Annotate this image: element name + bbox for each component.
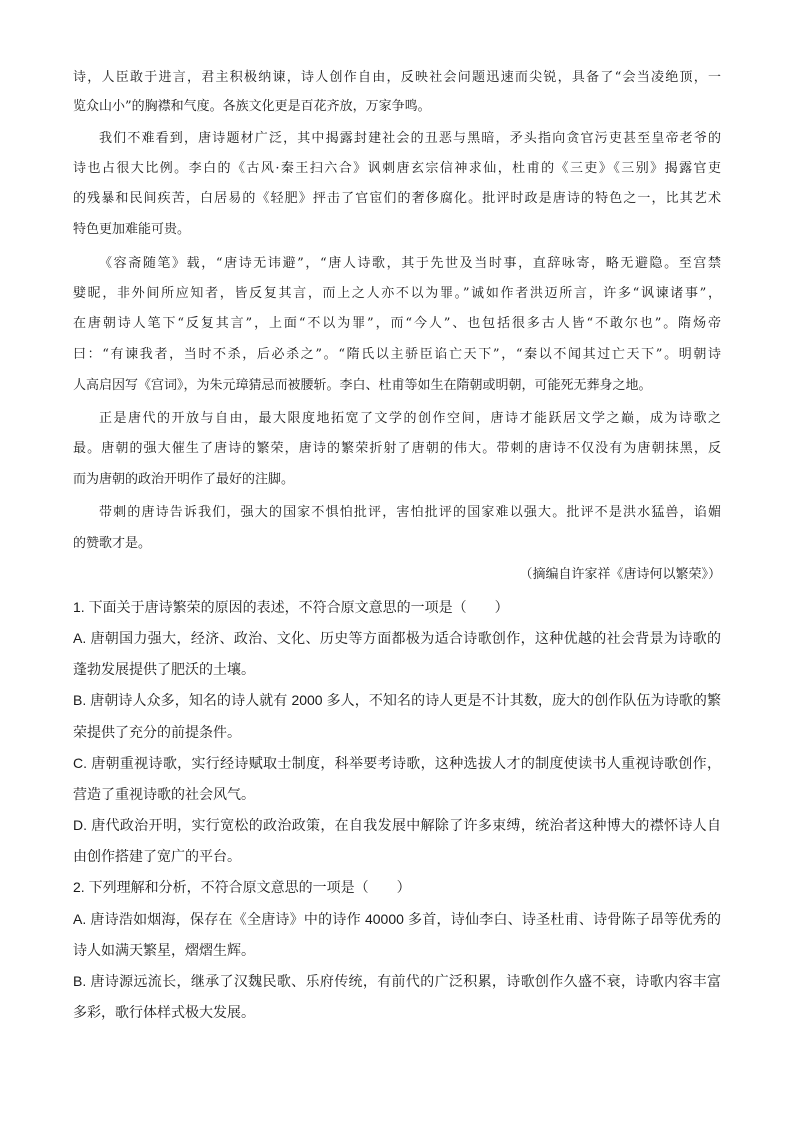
passage-line: 曰：“有谏我者，当时不杀，后必杀之”。“隋氏以主骄臣谄亡天下”，“秦以不闻其过亡天下”。明朝诗 (73, 347, 721, 362)
question-stem: 1. 下面关于唐诗繁荣的原因的表述，不符合原文意思的一项是（ ） (73, 599, 509, 615)
option-c-line: 营造了重视诗歌的社会风气。 (73, 786, 255, 802)
option-b-line: B. 唐诗源远流长，继承了汉魏民歌、乐府传统，有前代的广泛积累，诗歌创作久盛不衰，诗歌内容丰富 (73, 973, 721, 989)
question-stem: 2. 下列理解和分析，不符合原文意思的一项是（ ） (73, 879, 411, 895)
passage-line: 的残暴和民间疾苦，白居易的《轻肥》抨击了官宦们的奢侈腐化。批评时政是唐诗的特色之一，比其艺术 (73, 191, 721, 206)
passage-line: 我们不难看到，唐诗题材广泛，其中揭露封建社会的丑恶与黑暗，矛头指向贪官污吏甚至皇帝老爷的 (99, 131, 721, 146)
passage-line: 嬖昵，非外间所应知者，皆反复其言，而上之人亦不以为罪。”诚如作者洪迈所言，许多“讽谏诸事”， (73, 286, 721, 301)
passage-source: （摘编自许家祥《唐诗何以繁荣》） (519, 567, 721, 582)
option-b-line: 多彩，歌行体样式极大发展。 (73, 1004, 255, 1020)
option-c-line: C. 唐朝重视诗歌，实行经诗赋取士制度，科举要考诗歌，这种选拔人才的制度使读书人重视诗歌创作， (73, 755, 721, 771)
option-a-line: A. 唐诗浩如烟海，保存在《全唐诗》中的诗作 40000 多首，诗仙李白、诗圣杜甫、诗骨陈子昂等优秀的 (73, 911, 721, 927)
passage-line: 的赞歌才是。 (73, 536, 152, 551)
passage-line: 带刺的唐诗告诉我们，强大的国家不惧怕批评，害怕批评的国家难以强大。批评不是洪水猛兽，谄媚 (99, 505, 721, 520)
passage-line: 人高启因写《宫词》，为朱元璋猜忌而被腰斩。李白、杜甫等如生在隋朝或明朝，可能死无葬身之地。 (73, 378, 652, 393)
passage-line: 正是唐代的开放与自由，最大限度地拓宽了文学的创作空间，唐诗才能跃居文学之巅，成为诗歌之 (99, 411, 721, 426)
passage-line: 特色更加难能可贵。 (73, 222, 191, 237)
passage-line: 在唐朝诗人笔下“反复其言”，上面“不以为罪”，而“今人”、也包括很多古人皆“不敢尔也”。隋炀帝 (73, 316, 721, 331)
passage-line: 而为唐朝的政治开明作了最好的注脚。 (73, 472, 295, 487)
passage-line: 最。唐朝的强大催生了唐诗的繁荣，唐诗的繁荣折射了唐朝的伟大。带刺的唐诗不仅没有为唐朝抹黑，反 (73, 441, 721, 456)
passage-line: 览众山小”的胸襟和气度。各族文化更是百花齐放，万家争鸣。 (73, 99, 431, 114)
option-a-line: 诗人如满天繁星，熠熠生辉。 (73, 942, 255, 958)
passage-line: 《容斋随笔》载，“唐诗无讳避”，“唐人诗歌，其于先世及当时事，直辞咏寄，略无避隐。至宫禁 (99, 256, 721, 271)
option-b-line: 荣提供了充分的前提条件。 (73, 724, 241, 740)
passage-line: 诗，人臣敢于进言，君主积极纳谏，诗人创作自由，反映社会问题迅速而尖锐，具备了“会当凌绝顶，一 (73, 70, 721, 85)
option-d-line: 由创作搭建了宽广的平台。 (73, 848, 241, 864)
option-a-line: 蓬勃发展提供了肥沃的土壤。 (73, 661, 255, 677)
option-b-line: B. 唐朝诗人众多，知名的诗人就有 2000 多人，不知名的诗人更是不计其数，庞大的创作队伍为诗歌的繁 (73, 692, 721, 708)
passage-line: 诗也占很大比例。李白的《古风·秦王扫六合》讽刺唐玄宗信神求仙，杜甫的《三吏》《三别》揭露官吏 (73, 161, 721, 176)
option-d-line: D. 唐代政治开明，实行宽松的政治政策，在自我发展中解除了许多束缚，统治者这种博大的襟怀诗人自 (73, 817, 721, 833)
option-a-line: A. 唐朝国力强大，经济、政治、文化、历史等方面都极为适合诗歌创作，这种优越的社会背景为诗歌的 (73, 630, 721, 646)
